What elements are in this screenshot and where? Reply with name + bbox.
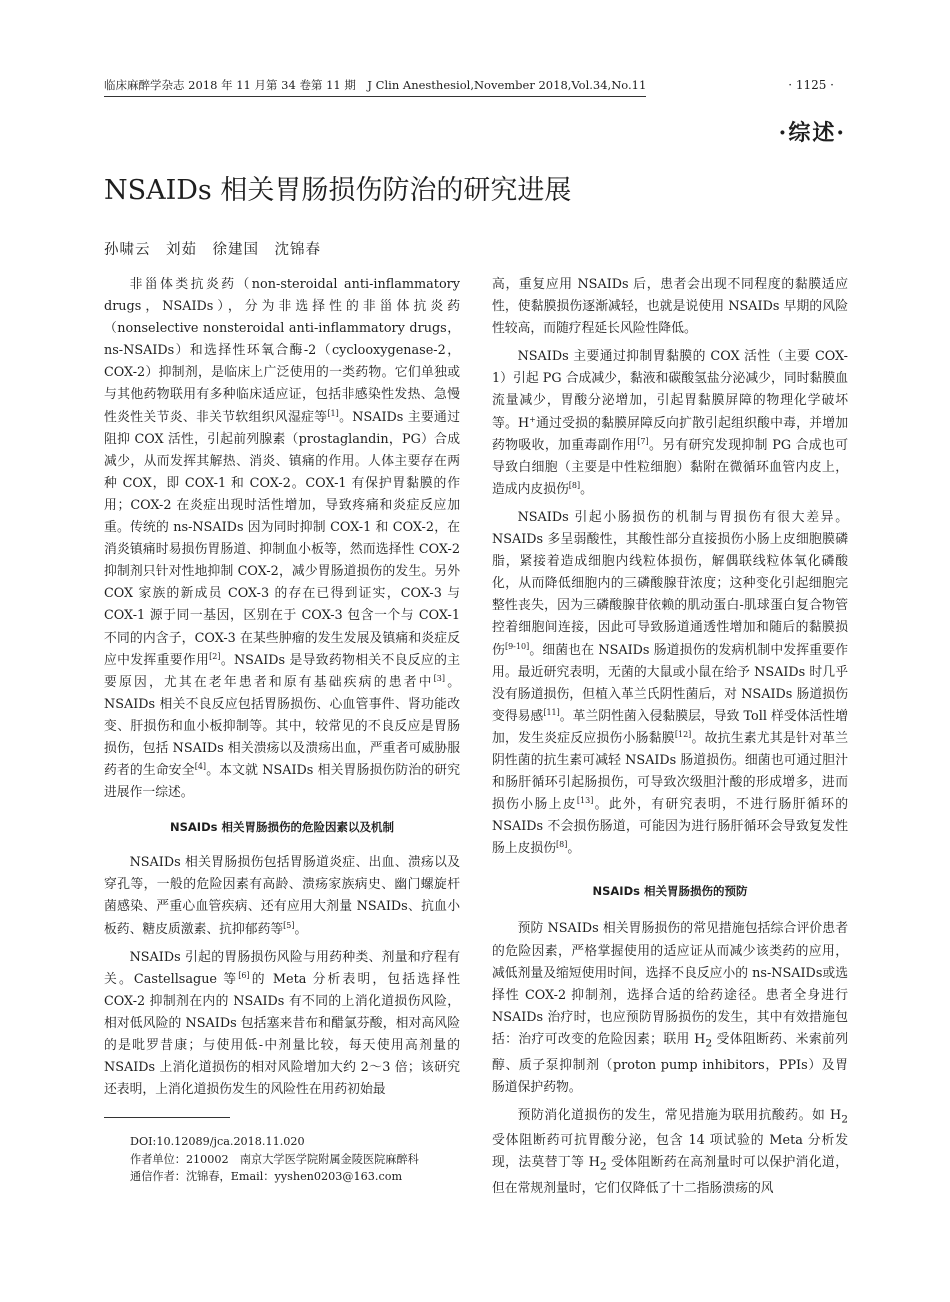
column-tag: ·综述· [778,120,846,146]
text-run: 。 [294,921,308,937]
author-list: 孙啸云 刘茹 徐建国 沈锦春 [104,242,321,258]
text-run: 。此外，有研究表明，不进行肠肝循环的 NSAIDs 不会损伤肠道，可能因为进行肠肝循环会导致复发性肠上皮损伤 [492,797,849,857]
section-heading-risk-factors: NSAIDs 相关胃肠损伤的危险因素以及机制 [170,820,394,835]
text-run: 。细菌也在 NSAIDs 肠道损伤的发病机制中发挥重要作用。最近研究表明，无菌的大鼠或小鼠在给予 NSAIDs 时几乎没有肠道损伤，但植入革兰氏阴性菌后，对 NSAIDs 肠道损伤变得易感 [492,642,848,724]
corresponding-author: 通信作者：沈锦春，Email：yyshen0203@163.com [130,1170,403,1183]
text-run: 。另有研究发现抑制 PG 合成也可导致白细胞（主要是中性粒细胞）黏附在微循环血管内皮上，造成内皮损伤 [492,437,848,497]
body-paragraph [492,507,848,861]
text-run: 。NSAIDs 是导致药物相关不良反应的主要原因，尤其在老年患者和原有基础疾病的患者中 [104,652,461,690]
left-column [104,274,460,1107]
footnote-divider [104,1117,230,1118]
body-paragraph [492,918,848,1098]
citation-ref: [2] [209,651,221,661]
text-run: 受体阻断药可抗胃酸分泌，包含 14 项试验的 Meta 分析发现，法莫替丁等 H [492,1133,848,1171]
doi: DOI:10.12089/jca.2018.11.020 [130,1135,305,1148]
body-paragraph [492,346,848,501]
right-column [492,274,848,1206]
subscript: 2 [599,1160,607,1174]
footnotes [130,1133,419,1186]
subscript: 2 [705,1036,713,1050]
text-run: 受体阻断药在高剂量时可以保护消化道，但在常规剂量时，它们仅降低了十二指肠溃疡的风 [492,1155,848,1197]
text-run: 的 Meta 分析表明，包括选择性 COX-2 抑制剂在内的 NSAIDs 有不同的上消化道损伤风险，相对低风险的 NSAIDs 包括塞来昔布和醋氯芬酸，相对高风险的是吡罗昔康；与使用低-中剂量比较，每天使用高剂量的 NSAIDs 上消化道损伤的相对风险增加大约 2～3 倍；该研究还表明，上消化道损伤发生的风险性在用药初始最 [104,971,460,1098]
superscript-plus: + [529,414,536,424]
body-paragraph [104,852,460,940]
text-run: 。 [567,841,581,857]
text-run: NSAIDs 引起的胃肠损伤风险与用药种类、剂量和疗程有关。Castellsague 等 [104,949,460,987]
citation-ref: [7] [637,436,649,446]
text-run: 非甾体类抗炎药（non-steroidal anti-inflammatory drugs，NSAIDs），分为非选择性的非甾体抗炎药（nonselective nonsteroidal anti-inflammatory drugs，ns-NSAIDs）和选择性环氧合酶-2（cyclooxygenase-2，COX-2）抑制剂，是临床上广泛使用的一类药物。它们单独或与其他药物联用有多种临床适应证，包括非感染性发热、急慢性炎性关节炎、非关节软组织风湿症等 [104,277,460,425]
text-run: 。本文就 NSAIDs 相关胃肠损伤防治的研究进展作一综述。 [104,763,460,801]
author-affiliation: 作者单位：210002 南京大学医学院附属金陵医院麻醉科 [130,1152,419,1166]
citation-ref: [8] [568,480,581,490]
journal-running-title: 临床麻醉学杂志 2018 年 11 月第 34 卷第 11 期 J Clin Anesthesiol,November 2018,Vol.34,No.11 [104,75,646,97]
section-heading-prevention: NSAIDs 相关胃肠损伤的预防 [592,884,748,899]
citation-ref: [3] [433,673,446,683]
citation-ref: [13] [576,796,594,806]
text-run: 预防 NSAIDs 相关胃肠损伤的常见措施包括综合评价患者的危险因素，严格掌握使用的适应证从而减少该类药的应用，减低剂量及缩短使用时间，选择不良反应小的 ns-NSAIDs或选择性 COX-2 抑制剂，选择合适的给药途径。患者全身进行 NSAIDs 治疗时，也应预防胃肠损伤的发生，其中有效措施包括：治疗可改变的危险因素；联用 H [492,921,848,1047]
text-run: 。NSAIDs 主要通过阻抑 COX 活性，引起前列腺素（prostaglandin，PG）合成减少，从而发挥其解热、消炎、镇痛的作用。人体主要存在两种 COX，即 COX-1 和 COX-2。COX-1 有保护胃黏膜的作用；COX-2 在炎症出现时活性增加，导致疼痛和炎症反应加重。传统的 ns-NSAIDs 因为同时抑制 COX-1 和 COX-2，在消炎镇痛时易损伤胃肠道、抑制血小板等，然而选择性 COX-2 抑制剂只针对性地抑制 COX-2，减少胃肠道损伤的发生。另外 COX 家族的新成员 COX-3 的存在已得到证实，COX-3 与 COX-1 源于同一基因，区别在于 COX-3 包含一个与 COX-1 不同的内含子，COX-3 在某些肿瘤的发生发展及镇痛和炎症反应中发挥重要作用 [104,409,460,668]
subscript: 2 [841,1112,848,1126]
page-number: · 1125 · [788,78,834,92]
text-run: 。 [580,481,593,497]
text-run: NSAIDs 相关胃肠损伤包括胃肠道炎症、出血、溃疡以及穿孔等，一般的危险因素有高龄、溃疡家族病史、幽门螺旋杆菌感染、严重心血管疾病、还有应用大剂量 NSAIDs、抗血小板药、糖皮质激素、抗抑郁药等 [104,855,460,937]
citation-ref: [9-10] [504,641,530,651]
citation-ref: [4] [194,762,207,772]
text-run: 。革兰阴性菌入侵黏膜层，导致 Toll 样受体活性增加，发生炎症反应损伤小肠黏膜 [492,708,848,746]
intro-paragraph [104,274,460,804]
citation-ref: [12] [674,729,692,739]
body-paragraph [104,947,460,1102]
citation-ref: [1] [327,408,339,418]
citation-ref: [5] [283,920,295,930]
text-run: 。NSAIDs 相关不良反应包括胃肠损伤、心血管事件、肾功能改变、肝损伤和血小板抑制等。其中，较常见的不良反应是胃肠损伤，包括 NSAIDs 相关溃疡以及溃疡出血，严重者可威胁服药者的生命安全 [104,674,461,779]
text-run: 受体阻断药、米索前列醇、质子泵抑制剂（proton pump inhibitors，PPIs）及胃肠道保护药物。 [492,1031,848,1095]
continued-paragraph: 高，重复应用 NSAIDs 后，患者会出现不同程度的黏膜适应性，使黏膜损伤逐渐减轻，也就是说使用 NSAIDs 早期的风险性较高，而随疗程延长风险性降低。 [492,277,848,337]
text-run: 。故抗生素尤其是针对革兰阴性菌的抗生素可减轻 NSAIDs 肠道损伤。细菌也可通过胆汁和肠肝循环引起肠损伤，可导致次级胆汁酸的形成增多，进而损伤小肠上皮 [492,730,849,813]
text-run: NSAIDs 主要通过抑制胃黏膜的 COX 活性（主要 COX-1）引起 PG 合成减少，黏液和碳酸氢盐分泌减少，同时黏膜血流量减少，胃酸分泌增加，引起胃黏膜屏障的物理化学破坏等。H [492,349,848,431]
article-title: NSAIDs 相关胃肠损伤防治的研究进展 [104,175,572,206]
citation-ref: [11] [543,707,560,717]
citation-ref: [6] [238,970,250,980]
body-paragraph [492,1105,848,1200]
text-run: NSAIDs 引起小肠损伤的机制与胃损伤有很大差异。NSAIDs 多呈弱酸性，其酸性部分直接损伤小肠上皮细胞膜磷脂，紧接着造成细胞内线粒体损伤，解偶联线粒体氧化磷酸化，从而降低细胞内的三磷酸腺苷浓度；这种变化引起细胞完整性丧失，因为三磷酸腺苷依赖的肌动蛋白-肌球蛋白复合物管控着细胞间连接，因此可导致肠道通透性增加和随后的黏膜损伤 [492,509,848,658]
citation-ref: [8] [555,840,568,850]
text-run: 通过受损的黏膜屏障反向扩散引起组织酸中毒，并增加药物吸收，加重毒副作用 [492,415,848,453]
text-run: 预防消化道损伤的发生，常见措施为联用抗酸药。如 H [517,1107,842,1123]
running-header [104,75,848,97]
